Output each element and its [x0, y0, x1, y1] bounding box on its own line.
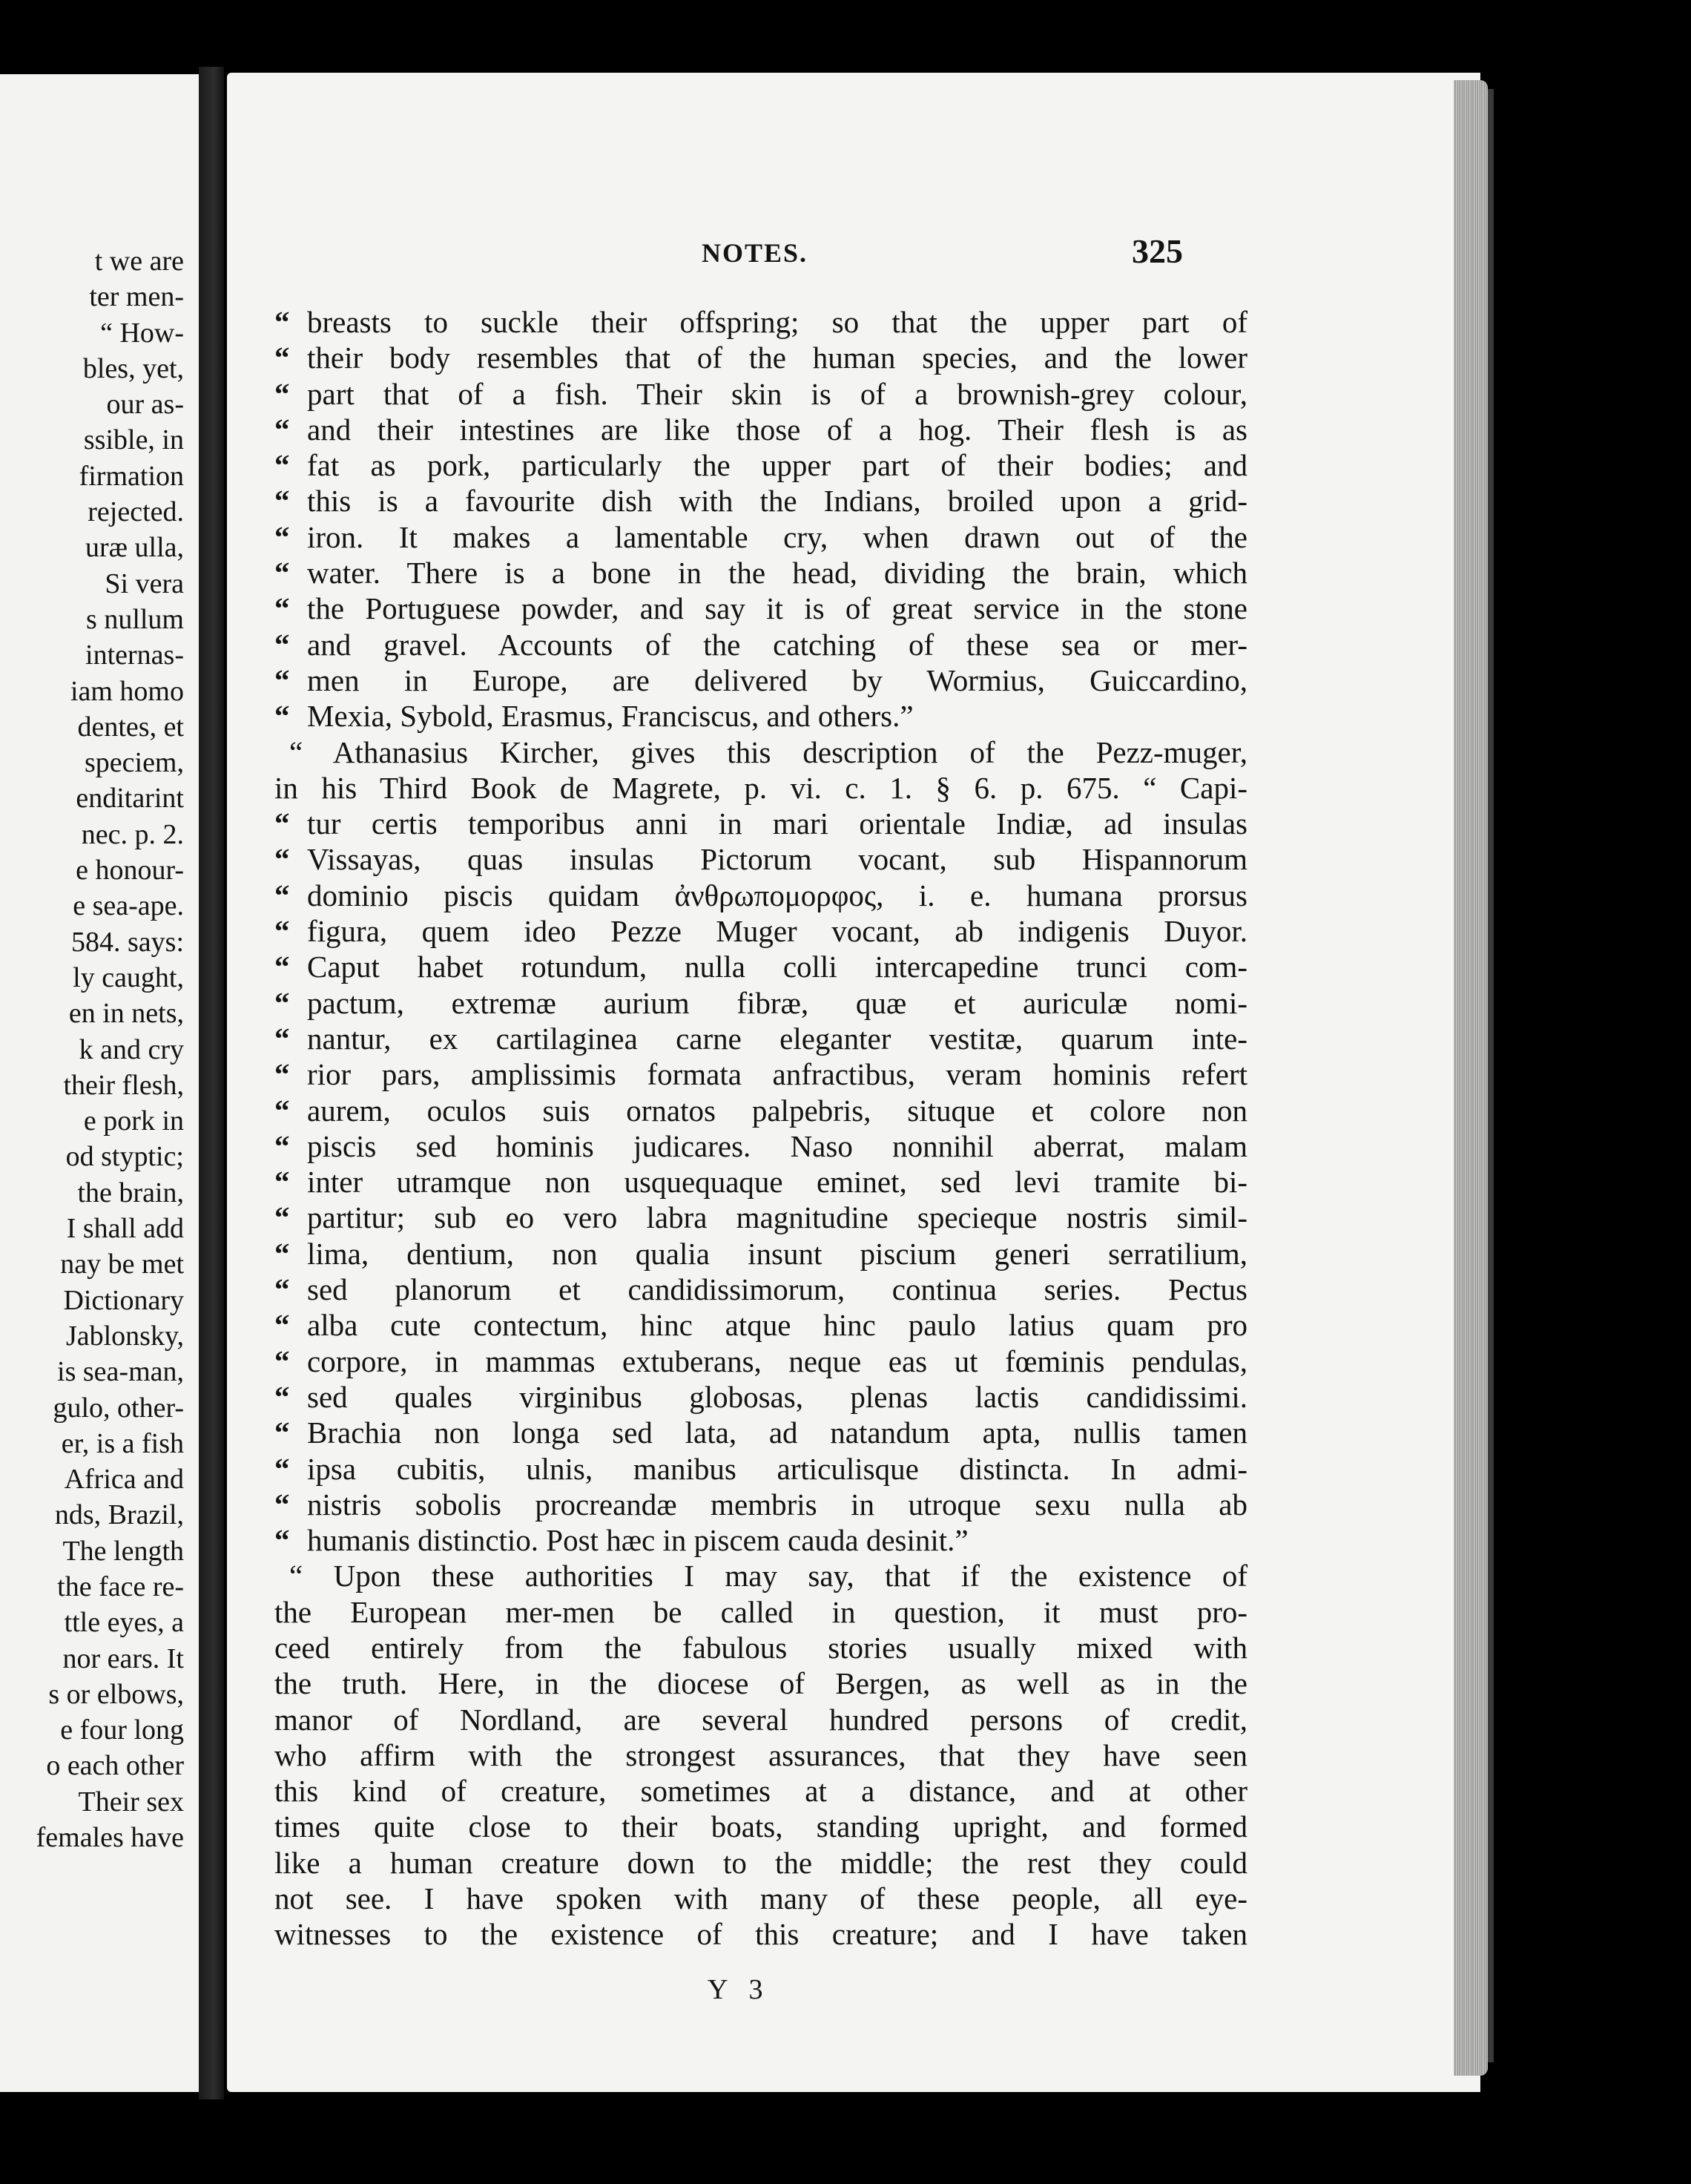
- quote-mark: “: [274, 1057, 290, 1092]
- signature-mark: Y 3: [708, 1974, 771, 2005]
- left-page-line: nor ears. It: [62, 1642, 184, 1674]
- left-page-line: is sea-man,: [57, 1356, 184, 1388]
- quote-mark: “: [274, 1200, 290, 1235]
- line-text: piscis sed hominis judicares. Naso nonnihil aberrat, malam: [307, 1128, 1247, 1163]
- left-page-line: Si vera: [105, 568, 184, 599]
- left-page-line: 584. says:: [71, 926, 184, 958]
- line-text: Brachia non longa sed lata, ad natandum apta, nullis tamen: [307, 1415, 1247, 1450]
- line-text: not see. I have spoken with many of these people, all eye-: [274, 1881, 1247, 1916]
- left-page-line: t we are: [94, 246, 184, 277]
- quote-mark: “: [274, 1165, 290, 1200]
- body-text: [274, 304, 1247, 1953]
- line-text: alba cute contectum, hinc atque hinc paulo latius quam pro: [307, 1308, 1247, 1343]
- text-line: [274, 304, 1247, 340]
- quote-mark: “: [274, 914, 290, 949]
- quote-mark: “: [274, 1379, 290, 1414]
- text-line: [274, 1272, 1247, 1307]
- quote-mark: “: [274, 448, 290, 483]
- left-page-line: firmation: [79, 460, 184, 492]
- quote-mark: “: [274, 627, 290, 662]
- text-line: [274, 1630, 1247, 1665]
- left-page-text: [0, 243, 184, 1855]
- quote-mark: “: [274, 519, 290, 554]
- line-text: water. There is a bone in the head, dividing the brain, which: [307, 556, 1247, 591]
- quote-mark: “: [274, 1487, 290, 1522]
- left-page-line: dentes, et: [77, 711, 184, 743]
- text-line: [274, 376, 1247, 412]
- running-head: [227, 232, 1480, 274]
- line-text: sed planorum et candidissimorum, continua series. Pectus: [307, 1272, 1247, 1307]
- text-line: [274, 841, 1247, 877]
- quote-mark: “: [274, 376, 290, 411]
- left-page-line: I shall add: [66, 1213, 184, 1245]
- line-text: Caput habet rotundum, nulla colli intercapedine trunci com-: [307, 950, 1247, 984]
- line-text: figura, quem ideo Pezze Muger vocant, ab indigenis Duyor.: [307, 914, 1247, 949]
- quote-mark: “: [274, 806, 290, 841]
- line-text: pactum, extremæ aurium fibræ, quæ et auriculæ nomi-: [307, 985, 1247, 1020]
- quote-mark: “: [274, 1236, 290, 1271]
- quote-mark: “: [274, 591, 290, 626]
- quote-mark: “: [274, 1021, 290, 1056]
- left-page-line: bles, yet,: [82, 352, 184, 384]
- text-line: [274, 1379, 1247, 1415]
- text-line: [274, 1307, 1247, 1343]
- text-line: [274, 1702, 1247, 1737]
- text-line: [274, 1056, 1247, 1092]
- text-line: [274, 770, 1247, 806]
- left-page-line: k and cry: [79, 1033, 184, 1065]
- page-edges: [1454, 80, 1488, 2076]
- left-page-line: iam homo: [70, 675, 184, 707]
- line-text: humanis distinctio. Post hæc in piscem cauda desinit.”: [307, 1523, 969, 1558]
- quote-mark: “: [274, 341, 290, 375]
- left-page-line: Africa and: [64, 1464, 184, 1496]
- text-line: [274, 1594, 1247, 1630]
- line-text: manor of Nordland, are several hundred persons of credit,: [274, 1702, 1247, 1737]
- right-page: [227, 73, 1480, 2092]
- quote-mark: “: [274, 1451, 290, 1486]
- left-page-line: e sea-ape.: [73, 890, 184, 922]
- line-text: iron. It makes a lamentable cry, when drawn out of the: [307, 519, 1247, 554]
- line-text: Vissayas, quas insulas Pictorum vocant, sub Hispannorum: [307, 842, 1247, 877]
- text-line: [274, 878, 1247, 913]
- line-text: in his Third Book de Magrete, p. vi. c. 1. § 6. p. 675. “ Capi-: [274, 770, 1247, 805]
- book-gutter: [199, 67, 224, 2099]
- quote-mark: “: [274, 1343, 290, 1378]
- left-page-line: e pork in: [83, 1105, 184, 1137]
- text-line: [274, 340, 1247, 375]
- quote-mark: “: [274, 950, 290, 984]
- left-page-line: internas-: [85, 639, 184, 671]
- quote-mark: “: [274, 662, 290, 697]
- text-line: [274, 1737, 1247, 1773]
- text-line: [274, 1881, 1247, 1916]
- line-text: men in Europe, are delivered by Wormius, Guiccardino,: [307, 662, 1247, 697]
- text-line: [274, 519, 1247, 555]
- text-line: [274, 1916, 1247, 1952]
- quote-mark: “: [274, 1093, 290, 1128]
- text-line: [274, 483, 1247, 519]
- line-text: and gravel. Accounts of the catching of these sea or mer-: [307, 627, 1247, 662]
- quote-mark: “: [274, 878, 290, 912]
- left-page-line: Jablonsky,: [65, 1320, 184, 1352]
- text-line: [274, 662, 1247, 698]
- line-text: ceed entirely from the fabulous stories usually mixed with: [274, 1630, 1247, 1665]
- quote-mark: “: [274, 305, 290, 339]
- text-line: [274, 1236, 1247, 1272]
- quote-mark: “: [274, 699, 290, 734]
- text-line: [274, 412, 1247, 447]
- left-page-line: nds, Brazil,: [54, 1499, 184, 1531]
- text-line: [274, 1522, 1247, 1558]
- text-line: [274, 985, 1247, 1021]
- quote-mark: “: [274, 985, 290, 1020]
- left-page-line: s nullum: [86, 603, 184, 635]
- left-page-line: our as-: [106, 389, 184, 421]
- left-page-line: o each other: [46, 1750, 184, 1782]
- line-text: like a human creature down to the middle; the rest they could: [274, 1845, 1247, 1880]
- left-page-line: the brain,: [77, 1177, 184, 1208]
- left-page-line: s or elbows,: [48, 1678, 184, 1710]
- line-text: and their intestines are like those of a hog. Their flesh is as: [307, 412, 1247, 447]
- left-page-line: en in nets,: [68, 998, 184, 1030]
- line-text: this kind of creature, sometimes at a distance, and at other: [274, 1774, 1247, 1809]
- text-line: [274, 1665, 1247, 1701]
- left-page-line: “ How-: [100, 317, 184, 349]
- line-text: inter utramque non usquequaque eminet, sed levi tramite bi-: [307, 1165, 1247, 1200]
- left-page-line: gulo, other-: [53, 1392, 184, 1424]
- left-page-line: the face re-: [57, 1570, 184, 1602]
- text-line: [274, 1773, 1247, 1809]
- line-text: nistris sobolis procreandæ membris in utroque sexu nulla ab: [307, 1487, 1247, 1522]
- left-page-line: Dictionary: [63, 1284, 184, 1316]
- text-line: [274, 734, 1247, 770]
- left-page-line: ttle eyes, a: [64, 1607, 184, 1639]
- text-line: [274, 698, 1247, 734]
- left-page-line: rejected.: [88, 496, 184, 528]
- text-line: [274, 1200, 1247, 1235]
- text-line: [274, 1415, 1247, 1450]
- left-page-line: nay be met: [60, 1249, 184, 1280]
- text-line: [274, 1845, 1247, 1881]
- line-text: who affirm with the strongest assurances, that they have seen: [274, 1737, 1247, 1772]
- left-page-line: The length: [62, 1535, 184, 1567]
- text-line: [274, 1164, 1247, 1200]
- line-text: breasts to suckle their offspring; so that the upper part of: [307, 305, 1247, 339]
- line-text: “ Athanasius Kircher, gives this description of the Pezz-muger,: [289, 734, 1247, 769]
- page-edge-shadow: [1488, 89, 1494, 2062]
- quote-mark: “: [274, 1308, 290, 1343]
- line-text: sed quales virginibus globosas, plenas lactis candidissimi.: [307, 1379, 1247, 1414]
- line-text: the truth. Here, in the diocese of Bergen, as well as in the: [274, 1666, 1247, 1701]
- left-page-line: speciem,: [84, 747, 184, 779]
- text-line: [274, 627, 1247, 662]
- left-page-line: nec. p. 2.: [81, 818, 184, 850]
- line-text: times quite close to their boats, standing upright, and formed: [274, 1809, 1247, 1844]
- left-page-line: uræ ulla,: [85, 532, 184, 564]
- text-line: [274, 1343, 1247, 1379]
- left-page-line: e four long: [60, 1714, 184, 1746]
- left-facing-page: [0, 74, 199, 2092]
- left-page-line: Their sex: [78, 1786, 184, 1818]
- quote-mark: “: [274, 412, 290, 447]
- quote-mark: “: [274, 1272, 290, 1307]
- quote-mark: “: [274, 1128, 290, 1163]
- left-page-line: ssible, in: [83, 424, 184, 456]
- text-line: [274, 555, 1247, 591]
- text-line: [274, 1809, 1247, 1844]
- line-text: dominio piscis quidam ἀνθρωπομορφος, i. e. humana prorsus: [307, 878, 1247, 912]
- text-line: [274, 1021, 1247, 1056]
- line-text: lima, dentium, non qualia insunt piscium generi serratilium,: [307, 1236, 1247, 1271]
- text-line: [274, 806, 1247, 841]
- text-line: [274, 1093, 1247, 1128]
- line-text: the European mer-men be called in question, it must pro-: [274, 1594, 1247, 1629]
- text-line: [274, 447, 1247, 483]
- text-line: [274, 949, 1247, 984]
- quote-mark: “: [274, 556, 290, 591]
- text-line: [274, 1451, 1247, 1487]
- left-page-line: ter men-: [89, 281, 184, 313]
- text-line: [274, 913, 1247, 949]
- quote-mark: “: [274, 842, 290, 877]
- line-text: partitur; sub eo vero labra magnitudine specieque nostris simil-: [307, 1200, 1247, 1235]
- line-text: nantur, ex cartilaginea carne eleganter vestitæ, quarum inte-: [307, 1021, 1247, 1056]
- text-line: [274, 591, 1247, 626]
- left-page-line: ly caught,: [73, 961, 184, 993]
- line-text: rior pars, amplissimis formata anfractibus, veram hominis refert: [307, 1057, 1247, 1092]
- quote-mark: “: [274, 1523, 290, 1558]
- left-page-line: females have: [36, 1822, 184, 1854]
- text-line: [274, 1558, 1247, 1593]
- line-text: corpore, in mammas extuberans, neque eas ut fœminis pendulas,: [307, 1343, 1247, 1378]
- quote-mark: “: [274, 1415, 290, 1450]
- page-number: 325: [1132, 232, 1183, 270]
- running-title: NOTES.: [702, 238, 808, 268]
- line-text: tur certis temporibus anni in mari orientale Indiæ, ad insulas: [307, 806, 1247, 841]
- left-page-line: er, is a fish: [61, 1427, 184, 1459]
- line-text: part that of a fish. Their skin is of a brownish-grey colour,: [307, 376, 1247, 411]
- left-page-line: enditarint: [76, 783, 184, 815]
- left-page-line: e honour-: [76, 855, 184, 887]
- text-line: [274, 1487, 1247, 1522]
- line-text: “ Upon these authorities I may say, that if the existence of: [289, 1559, 1247, 1593]
- line-text: aurem, oculos suis ornatos palpebris, situque et colore non: [307, 1093, 1247, 1128]
- left-page-line: their flesh,: [63, 1069, 184, 1101]
- line-text: Mexia, Sybold, Erasmus, Franciscus, and others.”: [307, 699, 914, 734]
- line-text: their body resembles that of the human species, and the lower: [307, 341, 1247, 375]
- left-page-line: od styptic;: [65, 1141, 184, 1173]
- line-text: this is a favourite dish with the Indians, broiled upon a grid-: [307, 484, 1247, 519]
- line-text: fat as pork, particularly the upper part of their bodies; and: [307, 448, 1247, 483]
- line-text: ipsa cubitis, ulnis, manibus articulisque distincta. In admi-: [307, 1451, 1247, 1486]
- text-line: [274, 1128, 1247, 1164]
- line-text: the Portuguese powder, and say it is of great service in the stone: [307, 591, 1247, 626]
- quote-mark: “: [274, 484, 290, 519]
- line-text: witnesses to the existence of this creature; and I have taken: [274, 1917, 1247, 1952]
